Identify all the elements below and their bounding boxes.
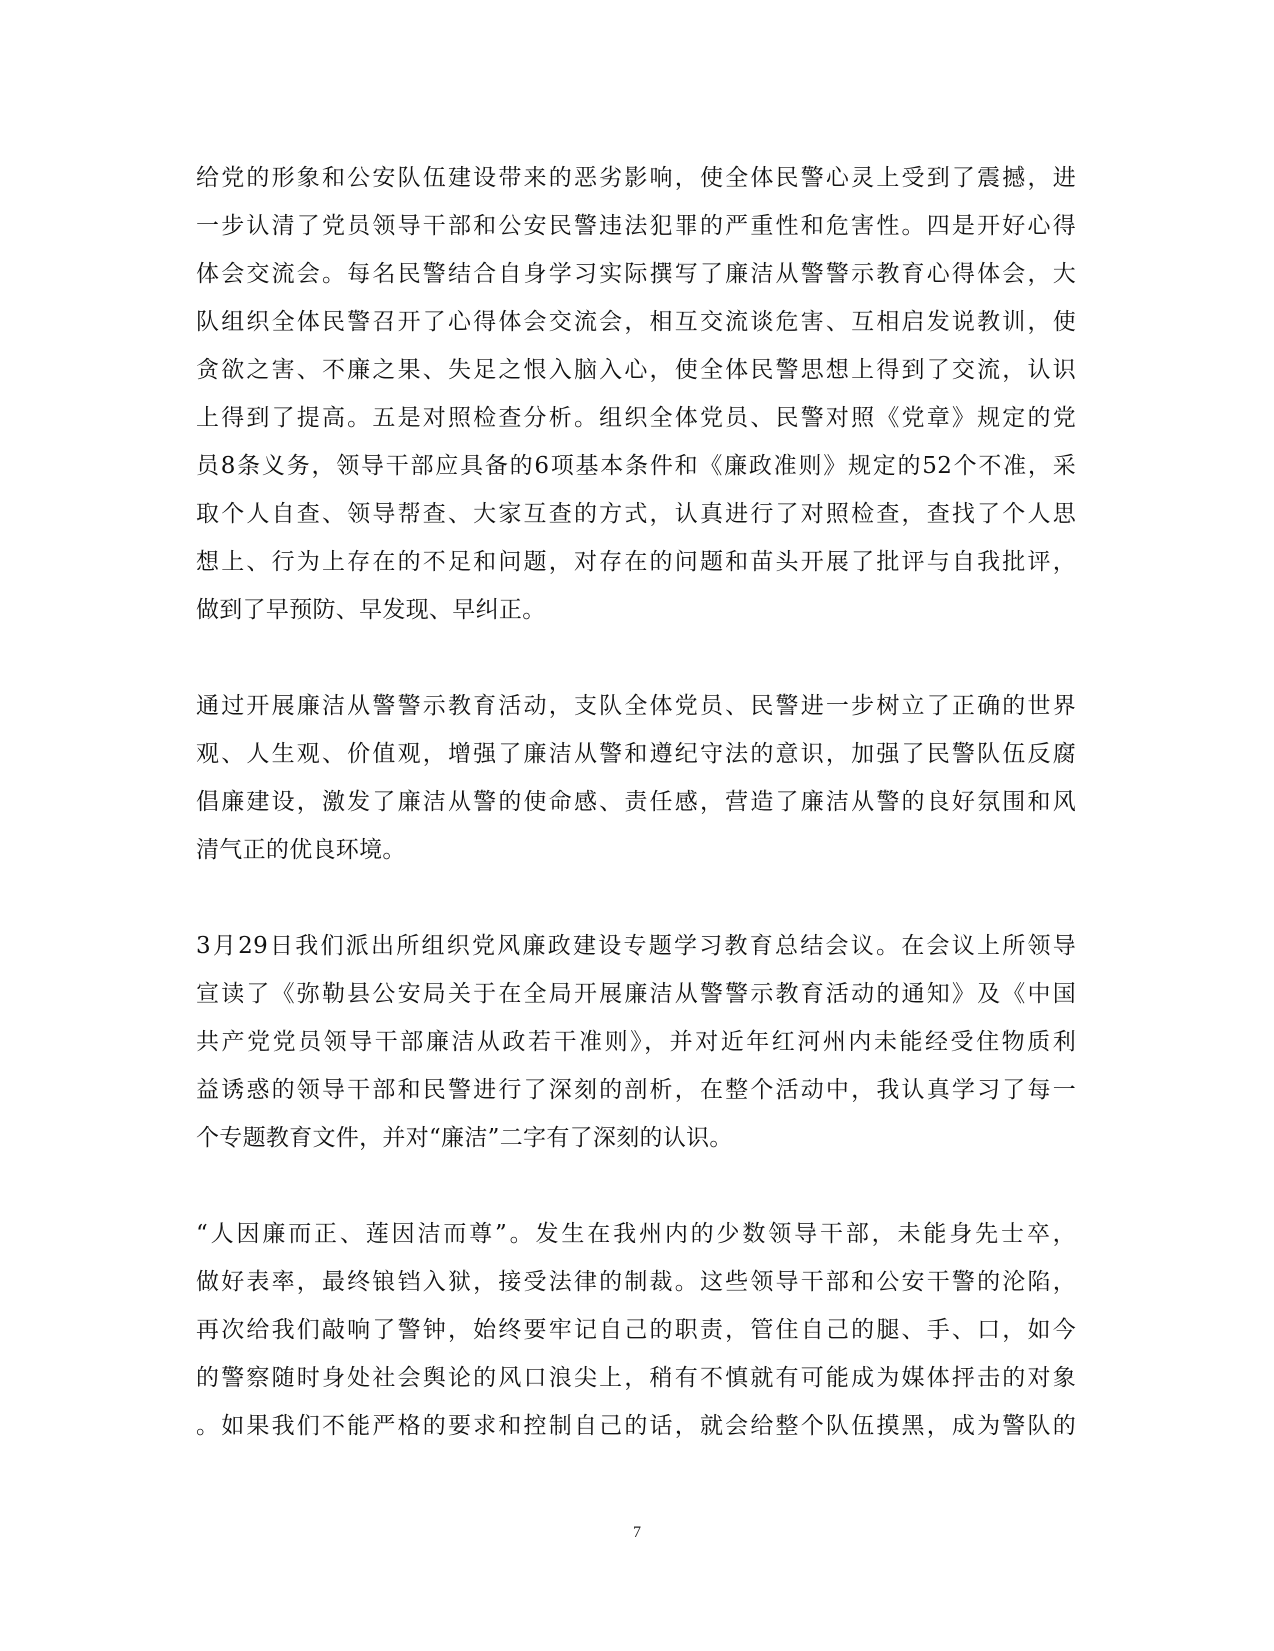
text-line: “人因廉而正、莲因洁而尊”。发生在我州内的少数领导干部，未能身先士卒， <box>196 1221 1076 1247</box>
text-line: 宣读了《弥勒县公安局关于在全局开展廉洁从警警示教育活动的通知》及《中国 <box>196 981 1076 1007</box>
text-line: 的警察随时身处社会舆论的风口浪尖上，稍有不慎就有可能成为媒体抨击的对象 <box>196 1365 1076 1391</box>
text-line: 益诱惑的领导干部和民警进行了深刻的剖析，在整个活动中，我认真学习了每一 <box>196 1077 1076 1103</box>
text-line: 上得到了提高。五是对照检查分析。组织全体党员、民警对照《党章》规定的党 <box>196 405 1076 431</box>
text-line: 做到了早预防、早发现、早纠正。 <box>196 597 546 623</box>
paragraph-gap <box>196 1162 1076 1210</box>
text-line: 个专题教育文件，并对“廉洁”二字有了深刻的认识。 <box>196 1125 733 1151</box>
text-line: 共产党党员领导干部廉洁从政若干准则》，并对近年红河州内未能经受住物质利 <box>196 1029 1076 1055</box>
text-line: 体会交流会。每名民警结合自身学习实际撰写了廉洁从警警示教育心得体会，大 <box>196 261 1076 287</box>
text-line: 3月29日我们派出所组织党风廉政建设专题学习教育总结会议。在会议上所领导 <box>196 933 1076 959</box>
document-body <box>196 154 1076 1450</box>
text-line: 想上、行为上存在的不足和问题，对存在的问题和苗头开展了批评与自我批评， <box>196 549 1076 575</box>
page-number: 7 <box>633 1524 641 1541</box>
paragraph-gap <box>196 634 1076 682</box>
text-line: 倡廉建设，激发了廉洁从警的使命感、责任感，营造了廉洁从警的良好氛围和风 <box>196 789 1076 815</box>
paragraph-2 <box>196 682 1076 874</box>
text-line: 做好表率，最终锒铛入狱，接受法律的制裁。这些领导干部和公安干警的沦陷， <box>196 1269 1076 1295</box>
text-line: 清气正的优良环境。 <box>196 837 406 863</box>
paragraph-gap <box>196 874 1076 922</box>
text-line: 取个人自查、领导帮查、大家互查的方式，认真进行了对照检查，查找了个人思 <box>196 501 1076 527</box>
text-line: 通过开展廉洁从警警示教育活动，支队全体党员、民警进一步树立了正确的世界 <box>196 693 1076 719</box>
text-line: 给党的形象和公安队伍建设带来的恶劣影响，使全体民警心灵上受到了震撼，进 <box>196 165 1076 191</box>
paragraph-3 <box>196 922 1076 1162</box>
paragraph-4 <box>196 1210 1076 1450</box>
text-line: 一步认清了党员领导干部和公安民警违法犯罪的严重性和危害性。四是开好心得 <box>196 213 1076 239</box>
text-line: 贪欲之害、不廉之果、失足之恨入脑入心，使全体民警思想上得到了交流，认识 <box>196 357 1076 383</box>
text-line: 再次给我们敲响了警钟，始终要牢记自己的职责，管住自己的腿、手、口，如今 <box>196 1317 1076 1343</box>
text-line: 队组织全体民警召开了心得体会交流会，相互交流谈危害、互相启发说教训，使 <box>196 309 1076 335</box>
text-line: 员8条义务，领导干部应具备的6项基本条件和《廉政准则》规定的52个不准，采 <box>196 453 1076 479</box>
text-line: 。如果我们不能严格的要求和控制自己的话，就会给整个队伍摸黑，成为警队的 <box>196 1413 1076 1439</box>
text-line: 观、人生观、价值观，增强了廉洁从警和遵纪守法的意识，加强了民警队伍反腐 <box>196 741 1076 767</box>
paragraph-1 <box>196 154 1076 634</box>
